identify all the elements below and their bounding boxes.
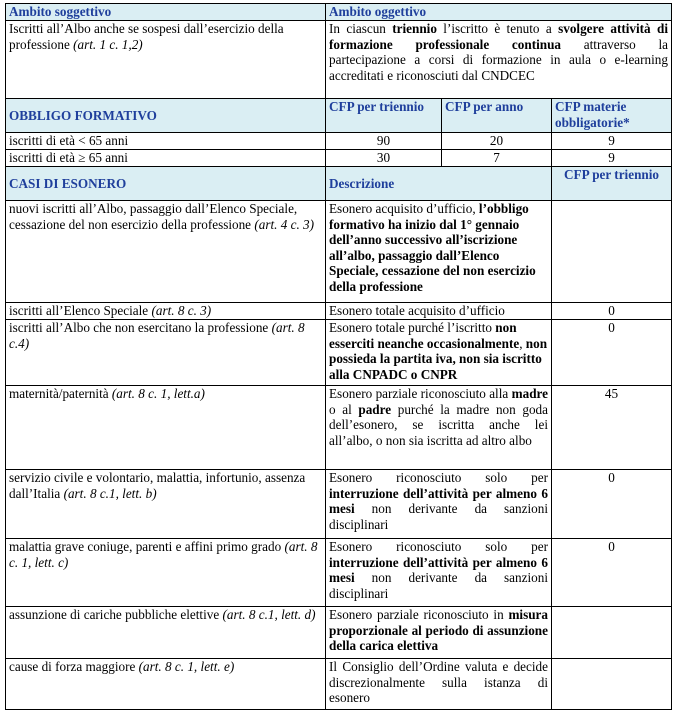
obbligo-v2: 20: [442, 133, 552, 150]
obbligo-label: iscritti di età ≥ 65 anni: [6, 150, 326, 167]
esonero-case: nuovi iscritti all’Albo, passaggio dall’Elenco Speciale, cessazione del non esercizio della professione (art. 4 c. 3): [6, 201, 326, 303]
esonero-case: cause di forza maggiore (art. 8 c. 1, lett. e): [6, 659, 326, 710]
esonero-row: [6, 659, 672, 710]
obbligo-v1: 30: [326, 150, 442, 167]
esonero-cfp: [552, 607, 672, 659]
esonero-row: [6, 607, 672, 659]
esonero-case: iscritti all’Elenco Speciale (art. 8 c. 3): [6, 303, 326, 320]
esonero-case: maternità/paternità (art. 8 c. 1, lett.a): [6, 386, 326, 470]
esonero-cfp: [552, 201, 672, 303]
header-ambito-soggettivo: Ambito soggettivo: [6, 4, 326, 21]
esonero-header-row: [6, 167, 672, 201]
obbligo-row: [6, 150, 672, 167]
obbligo-header-row: [6, 99, 672, 133]
esonero-row: [6, 201, 672, 303]
esonero-case: iscritti all’Albo che non esercitano la professione (art. 8 c.4): [6, 320, 326, 386]
esonero-cfp: 0: [552, 470, 672, 539]
obbligo-title: OBBLIGO FORMATIVO: [6, 99, 326, 133]
obbligo-row: [6, 133, 672, 150]
esonero-description: Esonero acquisito d’ufficio, l’obbligo formativo ha inizio dal 1° gennaio dell’anno successivo all’iscrizione all’albo, passaggio dall’Elenco Speciale, cessazione del non esercizio della professione: [326, 201, 552, 303]
obbligo-v2: 7: [442, 150, 552, 167]
intro-row: [6, 21, 672, 99]
obbligo-v3: 9: [552, 133, 672, 150]
esonero-cfp: 0: [552, 320, 672, 386]
header-row: [6, 4, 672, 21]
esonero-title: CASI DI ESONERO: [6, 167, 326, 201]
esonero-cfp-header: CFP per triennio: [552, 167, 672, 201]
obbligo-h-anno: CFP per anno: [442, 99, 552, 133]
esonero-description: Esonero totale acquisito d’ufficio: [326, 303, 552, 320]
header-ambito-oggettivo: Ambito oggettivo: [326, 4, 672, 21]
obbligo-h-obbligatorie: CFP materie obbligatorie*: [552, 99, 672, 133]
esonero-row: [6, 320, 672, 386]
esonero-case: assunzione di cariche pubbliche elettive (art. 8 c.1, lett. d): [6, 607, 326, 659]
intro-subject: Iscritti all’Albo anche se sospesi dall’esercizio della professione (art. 1 c. 1,2): [6, 21, 326, 99]
obbligo-v1: 90: [326, 133, 442, 150]
obbligo-label: iscritti di età < 65 anni: [6, 133, 326, 150]
esonero-description: Esonero parziale riconosciuto alla madre o al padre purché la madre non goda dell’esonero, se iscritta anche lei all’albo, o non sia iscritta ad altro albo: [326, 386, 552, 470]
esonero-desc-header: Descrizione: [326, 167, 552, 201]
esonero-cfp: 45: [552, 386, 672, 470]
esonero-description: Esonero totale purché l’iscritto non esserciti neanche occasionalmente, non possieda la partita iva, non sia iscritto alla CNPADC o CNPR: [326, 320, 552, 386]
esonero-cfp: [552, 659, 672, 710]
esonero-cfp: 0: [552, 303, 672, 320]
esonero-cfp: 0: [552, 539, 672, 607]
esonero-description: Esonero riconosciuto solo per interruzione dell’attività per almeno 6 mesi non derivante da sanzioni disciplinari: [326, 539, 552, 607]
esonero-description: Il Consiglio dell’Ordine valuta e decide discrezionalmente sulla istanza di esonero: [326, 659, 552, 710]
intro-object: In ciascun triennio l’iscritto è tenuto a svolgere attività di formazione professionale continua attraverso la partecipazione a corsi di formazione in aula o e-learning accreditati e riconosciuti dal CNDCEC: [326, 21, 672, 99]
esonero-description: Esonero parziale riconosciuto in misura proporzionale al periodo di assunzione della carica elettiva: [326, 607, 552, 659]
esonero-row: [6, 470, 672, 539]
esonero-row: [6, 539, 672, 607]
intro-subject-ref: (art. 1 c. 1,2): [73, 36, 143, 52]
esonero-description: Esonero riconosciuto solo per interruzione dell’attività per almeno 6 mesi non derivante da sanzioni disciplinari: [326, 470, 552, 539]
obbligo-v3: 9: [552, 150, 672, 167]
esonero-row: [6, 303, 672, 320]
cfp-table: [5, 3, 672, 710]
esonero-case: malattia grave coniuge, parenti e affini primo grado (art. 8 c. 1, lett. c): [6, 539, 326, 607]
esonero-row: [6, 386, 672, 470]
obbligo-h-triennio: CFP per triennio: [326, 99, 442, 133]
esonero-case: servizio civile e volontario, malattia, infortunio, assenza dall’Italia (art. 8 c.1, lett. b): [6, 470, 326, 539]
